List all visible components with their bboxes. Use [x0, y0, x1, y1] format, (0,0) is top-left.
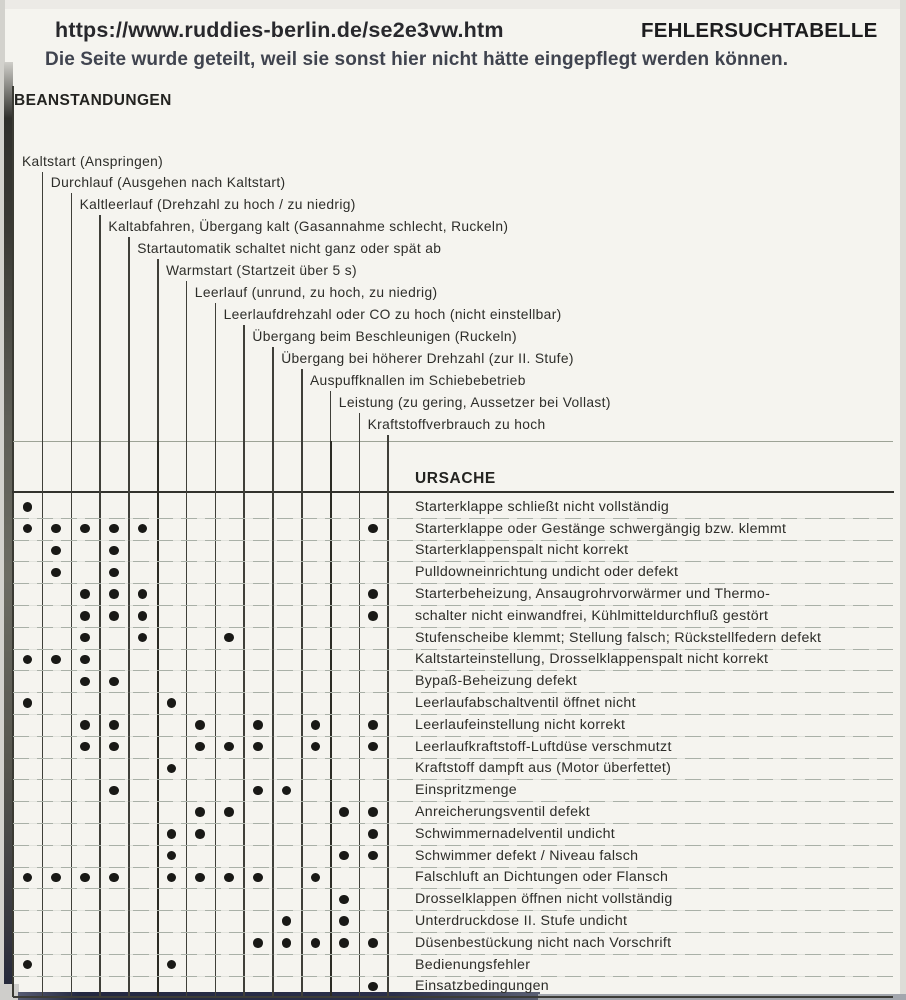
fault-dot: [51, 524, 61, 534]
fault-dot: [253, 873, 263, 883]
fault-dot: [224, 742, 234, 752]
fault-dot: [138, 589, 148, 599]
complaint-label: Kaltabfahren, Übergang kalt (Gasannahme schlecht, Ruckeln): [108, 219, 509, 235]
fault-dot: [138, 524, 148, 534]
fault-dot: [368, 742, 378, 752]
fault-dot: [109, 589, 119, 599]
fault-dot: [224, 807, 234, 817]
cause-label: Starterklappe schließt nicht vollständig: [415, 498, 670, 515]
cause-label: Falschluft an Dichtungen oder Flansch: [415, 869, 669, 886]
fault-dot: [368, 982, 378, 992]
complaint-connector-line: [128, 237, 130, 996]
row-separator: [13, 692, 893, 693]
fault-dot: [80, 589, 90, 599]
fault-dot: [368, 589, 378, 599]
fault-dot: [195, 829, 205, 839]
cause-label: Unterdruckdose II. Stufe undicht: [415, 912, 628, 929]
row-separator: [13, 910, 893, 911]
fault-dot: [109, 786, 119, 796]
fault-dot: [282, 938, 292, 948]
fault-dot: [109, 611, 119, 621]
fault-dot: [368, 829, 378, 839]
cause-label: Düsenbestückung nicht nach Vorschrift: [415, 934, 672, 951]
cause-label: Kaltstarteinstellung, Drosselklappenspalt nicht korrekt: [415, 651, 769, 668]
row-separator: [13, 714, 893, 715]
page-title: FEHLERSUCHTABELLE: [641, 19, 878, 42]
fault-dot: [224, 873, 234, 883]
cause-label: schalter nicht einwandfrei, Kühlmitteldurchfluß gestört: [415, 607, 769, 624]
cause-label: Stufenscheibe klemmt; Stellung falsch; Rückstellfedern defekt: [415, 629, 822, 646]
cause-label: Drosselklappen öffnen nicht vollständig: [415, 891, 673, 908]
matrix-group-separator: [157, 441, 159, 996]
matrix-top-line: [13, 441, 893, 442]
cause-label: Kraftstoff dampft aus (Motor überfettet): [415, 760, 672, 777]
fault-dot: [167, 960, 177, 970]
page-edge-right: [900, 0, 906, 1000]
page-corner-bottom-left: [0, 984, 19, 1000]
cause-label: Pulldowneinrichtung undicht oder defekt: [415, 564, 679, 581]
ursache-underline: [12, 491, 894, 494]
cause-label: Starterklappe oder Gestänge schwergängig bzw. klemmt: [415, 520, 787, 537]
fault-dot: [368, 938, 378, 948]
fault-dot: [109, 873, 119, 883]
causes-heading: URSACHE: [415, 470, 496, 487]
fault-dot: [339, 807, 349, 817]
complaint-label: Startautomatik schaltet nicht ganz oder spät ab: [137, 241, 442, 257]
row-separator: [13, 561, 893, 562]
fault-dot: [339, 916, 349, 926]
page-url: https://www.ruddies-berlin.de/se2e3vw.htm: [55, 18, 504, 42]
complaint-connector-line: [272, 347, 274, 996]
complaint-label: Leerlaufdrehzahl oder CO zu hoch (nicht einstellbar): [223, 307, 562, 323]
fault-dot: [368, 851, 378, 861]
complaint-label: Kaltleerlauf (Drehzahl zu hoch / zu niedrig): [79, 197, 356, 213]
cause-label: Anreicherungsventil defekt: [415, 803, 590, 820]
fault-dot: [80, 677, 90, 687]
fault-dot: [195, 742, 205, 752]
fault-dot: [253, 742, 263, 752]
row-separator: [13, 932, 893, 933]
fault-dot: [253, 720, 263, 730]
complaint-label: Warmstart (Startzeit über 5 s): [166, 263, 357, 279]
fault-dot: [167, 764, 177, 774]
fault-dot: [167, 829, 177, 839]
row-separator: [13, 540, 893, 541]
row-separator: [13, 954, 893, 955]
fault-dot: [51, 546, 61, 556]
matrix-group-separator: [330, 441, 332, 996]
table-left-border: [12, 86, 14, 997]
fault-dot: [23, 502, 33, 512]
row-separator: [13, 627, 893, 628]
fault-dot: [339, 851, 349, 861]
row-separator: [13, 605, 893, 606]
row-separator: [13, 823, 893, 824]
fault-dot: [253, 938, 263, 948]
row-separator: [13, 976, 893, 977]
cause-label: Starterklappenspalt nicht korrekt: [415, 542, 629, 559]
fault-dot: [368, 807, 378, 817]
fault-dot: [311, 873, 321, 883]
complaints-heading: BEANSTANDUNGEN: [14, 92, 172, 109]
cause-label: Bedienungsfehler: [415, 956, 531, 973]
fault-dot: [167, 873, 177, 883]
cause-label: Leerlaufkraftstoff-Luftdüse verschmutzt: [415, 738, 672, 755]
fault-dot: [224, 633, 234, 643]
cause-label: Einsatzbedingungen: [415, 978, 549, 995]
complaint-label: Leerlauf (unrund, zu hoch, zu niedrig): [194, 285, 438, 301]
row-separator: [13, 736, 893, 737]
complaint-label: Durchlauf (Ausgehen nach Kaltstart): [50, 175, 286, 191]
fault-dot: [109, 546, 119, 556]
fault-dot: [138, 633, 148, 643]
cause-label: Schwimmer defekt / Niveau falsch: [415, 847, 639, 864]
fault-dot: [80, 633, 90, 643]
cause-label: Starterbeheizung, Ansaugrohrvorwärmer und Thermo-: [415, 585, 771, 602]
fault-dot: [282, 786, 292, 796]
row-separator: [13, 845, 893, 846]
fault-dot: [23, 873, 33, 883]
page-edge-top: [0, 0, 906, 9]
fault-dot: [80, 524, 90, 534]
complaint-label: Übergang bei höherer Drehzahl (zur II. Stufe): [281, 351, 574, 367]
row-separator: [13, 583, 893, 584]
complaint-label: Übergang beim Beschleunigen (Ruckeln): [252, 329, 517, 345]
fault-dot: [195, 807, 205, 817]
row-separator: [13, 758, 893, 759]
fault-dot: [339, 938, 349, 948]
fault-dot: [51, 568, 61, 578]
row-separator: [13, 649, 893, 650]
fault-dot: [109, 568, 119, 578]
split-page-notice: Die Seite wurde geteilt, weil sie sonst hier nicht hätte eingepflegt werden können.: [45, 49, 789, 70]
fault-dot: [23, 655, 33, 665]
fault-dot: [109, 524, 119, 534]
cause-label: Leerlaufabschaltventil öffnet nicht: [415, 694, 636, 711]
fault-dot: [311, 720, 321, 730]
complaint-label: Auspuffknallen im Schiebebetrieb: [310, 373, 526, 388]
row-separator: [13, 779, 893, 780]
matrix-right-border: [387, 455, 389, 996]
fault-dot: [195, 873, 205, 883]
row-separator: [13, 888, 893, 889]
fault-dot: [109, 720, 119, 730]
row-separator: [13, 801, 893, 802]
fault-dot: [80, 742, 90, 752]
fault-dot: [195, 720, 205, 730]
row-separator: [13, 518, 893, 519]
row-separator: [13, 867, 893, 868]
fault-dot: [339, 895, 349, 905]
complaint-connector-line: [71, 193, 73, 996]
cause-label: Einspritzmenge: [415, 782, 517, 799]
complaint-label: Leistung (zu gering, Aussetzer bei Vollast): [338, 394, 611, 410]
cause-label: Leerlaufeinstellung nicht korrekt: [415, 716, 626, 733]
fault-dot: [80, 720, 90, 730]
fault-dot: [368, 611, 378, 621]
fault-dot: [138, 611, 148, 621]
fault-dot: [80, 611, 90, 621]
fault-dot: [51, 873, 61, 883]
fault-dot: [253, 786, 263, 796]
fault-dot: [311, 742, 321, 752]
complaint-connector-line: [243, 325, 245, 996]
complaint-label: Kaltstart (Anspringen): [22, 153, 164, 169]
fault-dot: [80, 655, 90, 665]
fault-dot: [51, 655, 61, 665]
fault-dot: [23, 698, 33, 708]
fault-dot: [23, 960, 33, 970]
row-separator: [13, 670, 893, 671]
complaint-label: Kraftstoffverbrauch zu hoch: [367, 416, 546, 432]
fault-dot: [282, 916, 292, 926]
complaint-connector-line: [359, 413, 361, 996]
fault-dot: [167, 698, 177, 708]
fault-dot: [23, 524, 33, 534]
table-bottom-line: [13, 996, 893, 998]
fault-dot: [311, 938, 321, 948]
complaint-connector-line: [215, 303, 217, 996]
fault-dot: [80, 873, 90, 883]
fault-dot: [368, 524, 378, 534]
fault-dot: [167, 851, 177, 861]
fault-dot: [368, 720, 378, 730]
complaint-connector-line: [301, 369, 303, 996]
fault-dot: [109, 742, 119, 752]
cause-label: Schwimmernadelventil undicht: [415, 825, 616, 842]
fault-dot: [109, 677, 119, 687]
cause-label: Bypaß-Beheizung defekt: [415, 673, 577, 690]
